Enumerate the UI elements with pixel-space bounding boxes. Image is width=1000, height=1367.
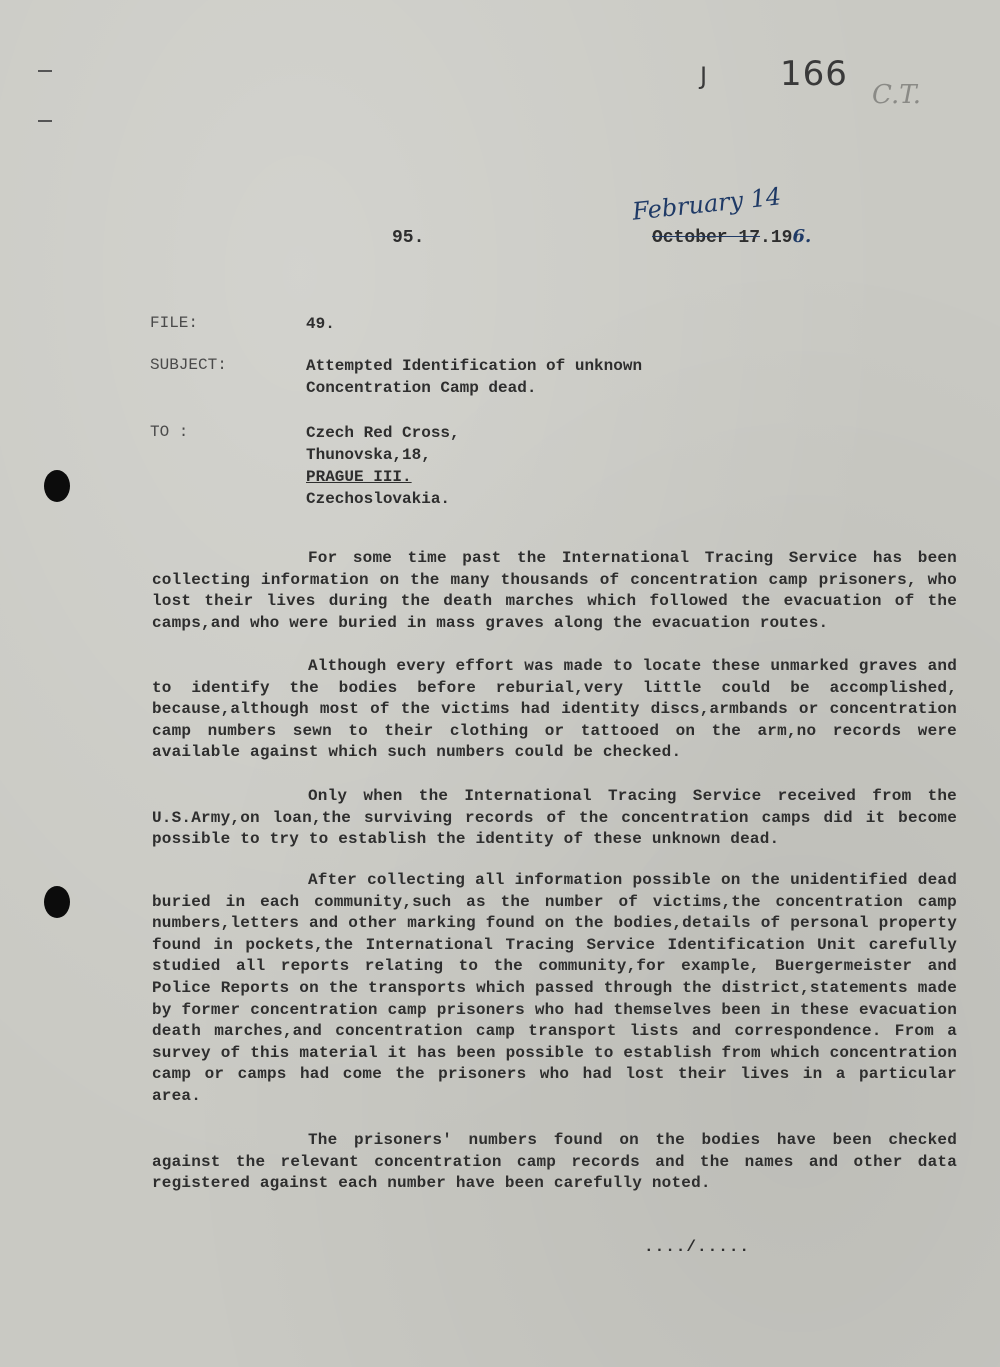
folio-number: 166 [780,54,848,94]
body-paragraph: For some time past the International Tracing Service has been collecting information on the many thousands of concentration camp prisoners, who lost their lives during the death marches which followed the evacuation of the camps,and who were buried in mass graves along the evacuation routes. [152,549,957,632]
folio-mark: J [700,62,708,90]
punch-hole [44,886,70,918]
subject-line: Attempted Identification of unknown [306,357,643,375]
body-paragraph: The prisoners' numbers found on the bodies have been checked against the relevant concentration camp records and the names and other data registered against each number have been carefully noted. [152,1131,957,1193]
edge-mark [38,120,52,130]
date-year-digit: 6. [792,226,812,247]
body-paragraph: Although every effort was made to locate these unmarked graves and to identify the bodies before reburial,very little could be accomplished, because,although most of the victims had identity discs,armbands or concentration camp numbers sewn to their clothing or tattooed on the arm,no records were available against which such numbers could be checked. [152,657,957,762]
file-value: 49. [306,315,335,333]
date-year-prefix: .19 [760,228,793,248]
letter-number: 95. [392,228,425,248]
continuation-mark: ..../..... [644,1238,751,1256]
address-line: Czech Red Cross, [306,424,460,442]
address-city: PRAGUE III. [306,468,412,486]
to-label: TO : [150,423,189,441]
subject-label: SUBJECT: [150,356,227,374]
body-paragraph: After collecting all information possible on the unidentified dead buried in each community,such as the number of victims,the concentration camp numbers,letters and other marking found on the bodies,details of personal property found in pockets,the International Tracing Service Identification Unit carefully studied all reports relating to the community,for example, Buergermeister and Police Reports on the transports which passed through the district,statements made by former concentration camp prisoners who had themselves been in these evacuation death marches,and concentration camp transport lists and correspondence. From a survey of this material it has been possible to establish from which concentration camp or camps had come the prisoners who had lost their lives in a particular area. [152,871,957,1105]
address-line: Czechoslovakia. [306,490,451,508]
file-label: FILE: [150,314,199,332]
subject-line: Concentration Camp dead. [306,379,537,397]
edge-mark [38,70,52,80]
struck-date: October 17 [652,228,761,248]
folio-initials: C.T. [872,80,922,110]
typed-date [652,226,811,248]
handwritten-date: February 14 [630,182,783,226]
body-paragraph: Only when the International Tracing Service received from the U.S.Army,on loan,the surviving records of the concentration camps did it become possible to try to establish the identity of these unknown dead. [152,787,957,849]
address-line: Thunovska,18, [306,446,431,464]
punch-hole [44,470,70,502]
